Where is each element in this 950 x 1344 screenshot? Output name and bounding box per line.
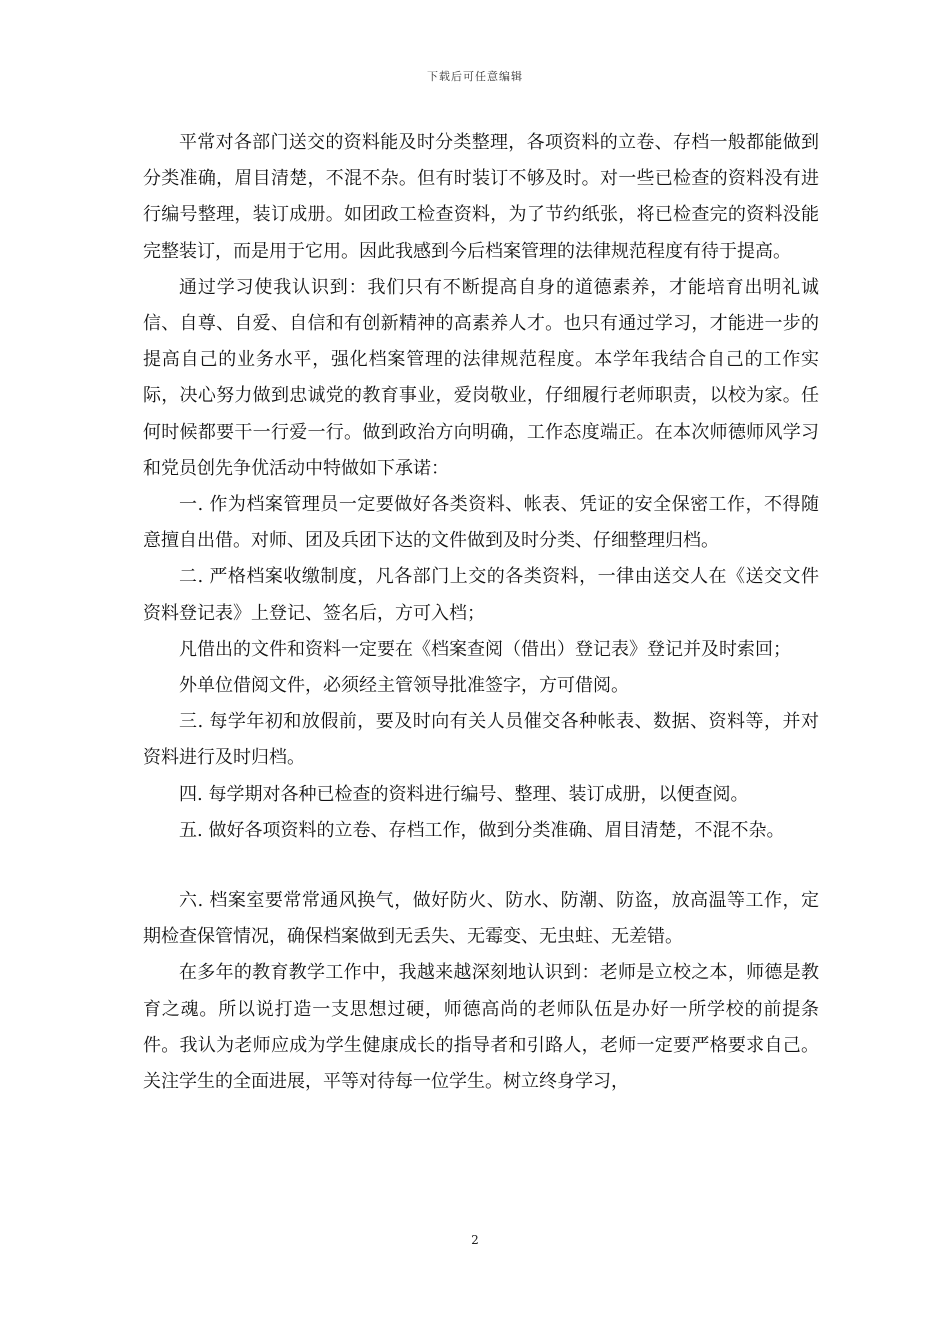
commitment-item-5: 五. 做好各项资料的立卷、存档工作，做到分类准确、眉目清楚，不混不杂。: [179, 819, 785, 841]
page-number: 2: [471, 1233, 479, 1247]
commitment-item-4: 四. 每学期对各种已检查的资料进行编号、整理、装订成册，以便查阅。: [179, 783, 749, 805]
commitment-item-2: 二. 严格档案收缴制度，凡各部门上交的各类资料，一律由送交人在《送交文件资料登记表》上登记、签名后，方可入档；: [143, 566, 819, 624]
body-paragraph: 通过学习使我认识到：我们只有不断提高自身的道德素养，才能培育出明礼诚信、自尊、自爱、自信和有创新精神的高素养人才。也只有通过学习，才能进一步的提高自己的业务水平，强化档案管理的法律规范程度。本学年我结合自己的工作实际，决心努力做到忠诚党的教育事业，爱岗敬业，仔细履行老师职责，以校为家。任何时候都要干一行爱一行。做到政治方向明确，工作态度端正。在本次师德师风学习和党员创先争优活动中特做如下承诺：: [143, 276, 819, 479]
commitment-item-3: 三. 每学年初和放假前，要及时向有关人员催交各种帐表、数据、资料等，并对资料进行及时归档。: [143, 711, 819, 769]
body-paragraph: 在多年的教育教学工作中，我越来越深刻地认识到：老师是立校之本，师德是教育之魂。所以说打造一支思想过硬，师德高尚的老师队伍是办好一所学校的前提条件。我认为老师应成为学生健康成长的指导者和引路人，老师一定要严格要求自己。关注学生的全面进展，平等对待每一位学生。树立终身学习，: [143, 962, 819, 1093]
commitment-item-2-sub-b: 外单位借阅文件，必须经主管领导批准签字，方可借阅。: [179, 675, 629, 697]
document-body: [143, 125, 819, 1100]
commitment-item-1: 一. 作为档案管理员一定要做好各类资料、帐表、凭证的安全保密工作，不得随意擅自出借。对师、团及兵团下达的文件做到及时分类、仔细整理归档。: [143, 494, 819, 552]
commitment-item-6: 六. 档案室要常常通风换气，做好防火、防水、防潮、防盗，放高温等工作，定期检查保管情况，确保档案做到无丢失、无霉变、无虫蛀、无差错。: [143, 890, 819, 948]
body-paragraph: 平常对各部门送交的资料能及时分类整理，各项资料的立卷、存档一般都能做到分类准确，眉目清楚，不混不杂。但有时装订不够及时。对一些已检查的资料没有进行编号整理，装订成册。如团政工检查资料，为了节约纸张，将已检查完的资料没能完整装订，而是用于它用。因此我感到今后档案管理的法律规范程度有待于提高。: [143, 132, 819, 262]
commitment-item-2-sub-a: 凡借出的文件和资料一定要在《档案查阅（借出）登记表》登记并及时索回；: [179, 638, 791, 660]
page-header: 下载后可任意编辑: [427, 70, 523, 83]
